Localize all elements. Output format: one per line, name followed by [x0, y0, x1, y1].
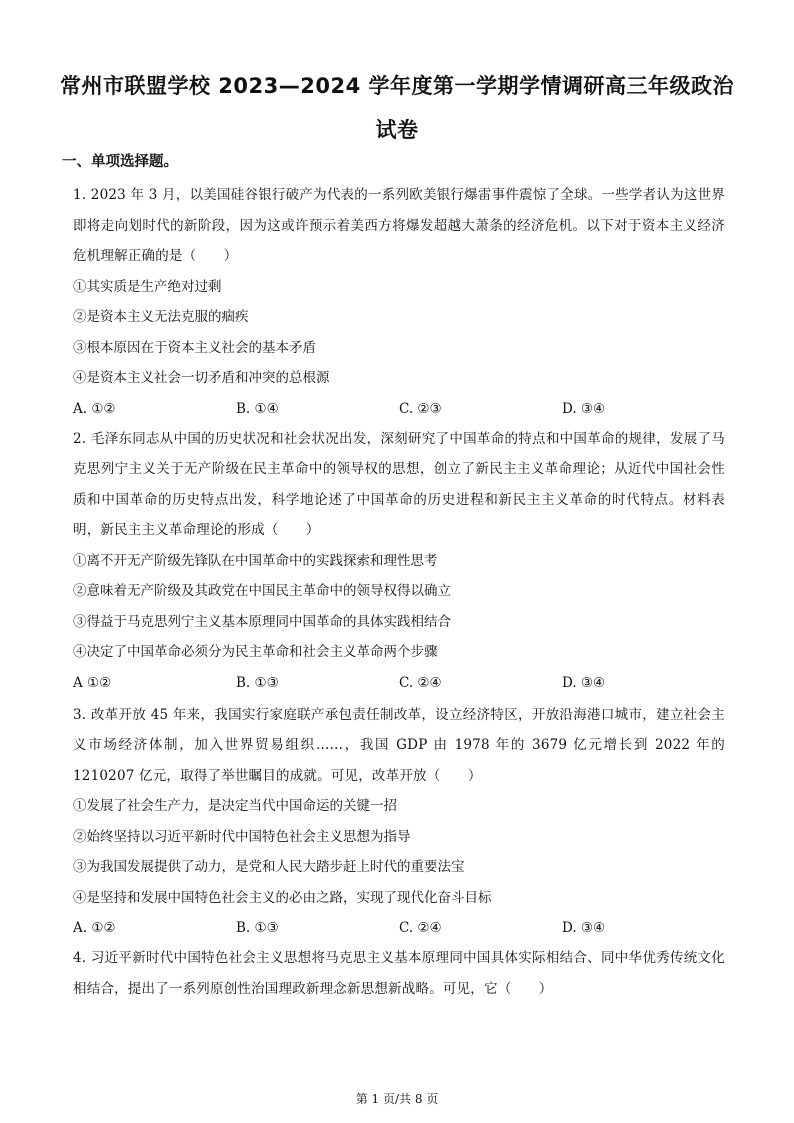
question-stem: 3. 改革开放 45 年来，我国实行家庭联产承包责任制改革，设立经济特区，开放沿海港口城市，建立社会主义市场经济体制，加入世界贸易组织……，我国 GDP 由 1978 年的 3679 亿元增长到 2022 年的 1210207 亿元，取得了举世瞩目的成就。可见，改革开放（ ）	[73, 706, 725, 784]
choice-a: A. ①②	[73, 920, 116, 936]
statement-option: ③为我国发展提供了动力，是党和人民大踏步赶上时代的重要法宝	[73, 859, 465, 875]
question-list	[73, 180, 725, 1004]
question-stem: 2. 毛泽东同志从中国的历史状况和社会状况出发，深刻研究了中国革命的特点和中国革命的规律，发展了马克思列宁主义关于无产阶级在民主革命中的领导权的思想，创立了新民主主义革命理论；从近代中国社会性质和中国革命的历史特点出发，科学地论述了中国革命的历史进程和新民主主义革命的时代特点。材料表明，新民主主义革命理论的形成（ ）	[73, 430, 725, 538]
choice-b: B. ①③	[236, 920, 279, 936]
question-4	[73, 943, 725, 1004]
answer-choices	[73, 668, 725, 698]
question-stem: 1. 2023 年 3 月，以美国硅谷银行破产为代表的一系列欧美银行爆雷事件震惊了全球。一些学者认为这世界即将走向划时代的新阶段，因为这或许预示着美西方将爆发超越大萧条的经济危机。以下对于资本主义经济危机理解正确的是（ ）	[73, 187, 725, 264]
statement-option: ①发展了社会生产力，是决定当代中国命运的关键一招	[73, 798, 397, 814]
exam-title-line-1: 常州市联盟学校 2023—2024 学年度第一学期学情调研高三年级政治	[60, 74, 735, 98]
statement-option: ②是资本主义无法克服的痼疾	[73, 309, 249, 325]
choice-b: B. ①③	[236, 674, 279, 691]
choice-b: B. ①④	[236, 400, 279, 417]
choice-c: C. ②④	[399, 920, 442, 936]
statement-option: ③得益于马克思列宁主义基本原理同中国革命的具体实践相结合	[73, 613, 451, 630]
statement-option: ②始终坚持以习近平新时代中国特色社会主义思想为指导	[73, 828, 411, 845]
statement-option: ④决定了中国革命必须分为民主革命和社会主义革命两个步骤	[73, 644, 438, 660]
statement-option: ④是坚持和发展中国特色社会主义的必由之路，实现了现代化奋斗目标	[73, 889, 492, 906]
statement-option: ④是资本主义社会一切矛盾和冲突的总根源	[73, 370, 330, 386]
choice-c: C. ②③	[399, 400, 442, 417]
choice-a: A. ①②	[73, 400, 116, 417]
question-1	[73, 180, 725, 424]
choice-d: D. ③④	[562, 674, 606, 691]
exam-title-line-2: 试卷	[375, 118, 419, 142]
answer-choices	[73, 394, 725, 424]
choice-c: C. ②④	[399, 674, 442, 691]
statement-option: ②意味着无产阶级及其政党在中国民主革命中的领导权得以确立	[73, 583, 451, 599]
section-heading: 一、单项选择题。	[62, 154, 178, 170]
statement-option: ①其实质是生产绝对过剩	[73, 278, 222, 295]
question-3	[73, 700, 725, 944]
answer-choices	[73, 913, 725, 943]
choice-d: D. ③④	[562, 400, 606, 417]
choice-a: A ①②	[73, 674, 112, 691]
question-stem: 4. 习近平新时代中国特色社会主义思想将马克思主义基本原理同中国具体实际相结合、同中华优秀传统文化相结合，提出了一系列原创性治国理政新理念新思想新战略。可见，它（ ）	[73, 950, 725, 997]
page-footer: 第 1 页/共 8 页	[355, 1092, 439, 1106]
question-2	[73, 424, 725, 698]
choice-d: D. ③④	[562, 920, 606, 936]
statement-option: ①离不开无产阶级先锋队在中国革命中的实践探索和理性思考	[73, 552, 438, 569]
statement-option: ③根本原因在于资本主义社会的基本矛盾	[73, 339, 316, 356]
